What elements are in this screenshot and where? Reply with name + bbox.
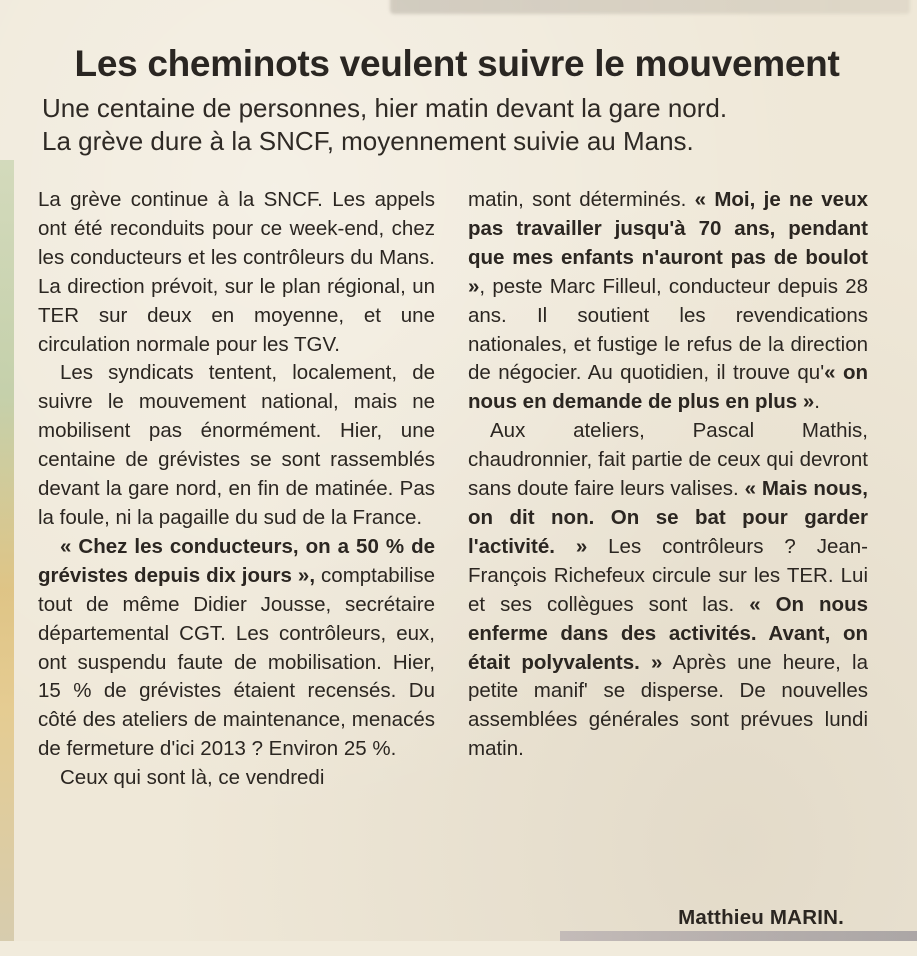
quote: « Moi, je ne veux pas travailler jusqu'à 70 ans, pendant que mes enfants n'auront pas de boulot » bbox=[468, 188, 869, 298]
paragraph bbox=[468, 417, 868, 764]
quote: « on nous en demande de plus en plus » bbox=[468, 361, 868, 414]
adjacent-photo-edge bbox=[0, 160, 14, 941]
article bbox=[36, 40, 876, 929]
quote: « On nous enferme dans des activités. Avant, on était polyvalents. » bbox=[468, 592, 868, 674]
deck bbox=[36, 92, 876, 158]
article-body bbox=[36, 186, 876, 956]
paragraph-text: , peste Marc Filleul, conducteur depuis 28 ans. Il soutient les revendications nationales, et fustige le refus de la direction de négocier. Au quotidien, il trouve qu' bbox=[468, 274, 868, 385]
headline: Les cheminots veulent suivre le mouvement bbox=[74, 43, 840, 84]
paragraph-text: comptabilise tout de même Didier Jousse, secrétaire départemental CGT. Les contrôleurs, eux, ont suspendu faute de mobilisation. Hier, 15 % de grévistes étaient recensés. Du côté des ateliers de maintenance, menacés de fermeture d'ici 2013 ? Environ 25 %. bbox=[38, 563, 435, 761]
quote: « Chez les conducteurs, on a 50 % de grévistes depuis dix jours », bbox=[38, 534, 435, 587]
deck-line-2: La grève dure à la SNCF, moyennement suivie au Mans. bbox=[42, 126, 694, 156]
paragraph-text: Aux ateliers, Pascal Mathis, chaudronnier, fait partie de ceux qui devront sans doute faire leurs valises. bbox=[468, 419, 868, 501]
paragraph: Ceux qui sont là, ce vendredi bbox=[60, 766, 325, 790]
paragraph-text: . bbox=[814, 390, 820, 414]
deck-line-1: Une centaine de personnes, hier matin devant la gare nord. bbox=[42, 93, 728, 123]
paragraph-quote bbox=[38, 533, 435, 764]
paragraph bbox=[468, 186, 868, 417]
author-signature: Matthieu MARIN. bbox=[678, 906, 844, 929]
left-column bbox=[38, 186, 435, 793]
right-column bbox=[468, 186, 868, 764]
previous-article-bleed bbox=[390, 0, 910, 14]
quote: « Mais nous, on dit non. On se bat pour garder l'activité. » bbox=[468, 477, 869, 558]
paragraph-text: Après une heure, la petite manif' se disperse. De nouvelles assemblées générales sont prévues lundi matin. bbox=[468, 650, 868, 761]
paragraph-text: matin, sont déterminés. bbox=[468, 188, 695, 211]
paragraph-text: Les contrôleurs ? Jean-François Richefeux circule sur les TER. Lui et ses collègues sont las. bbox=[468, 534, 868, 616]
paragraph: La grève continue à la SNCF. Les appels ont été reconduits pour ce week-end, chez les conducteurs et les contrôleurs du Mans. La direction prévoit, sur le plan régional, un TER sur deux en moyenne, et une circulation normale pour les TGV. bbox=[38, 188, 435, 356]
paragraph: Les syndicats tentent, localement, de suivre le mouvement national, mais ne mobilisent pas énormément. Hier, une centaine de grévistes se sont rassemblés devant la gare nord, en fin de matinée. Pas la foule, ni la pagaille du sud de la France. bbox=[38, 361, 435, 529]
